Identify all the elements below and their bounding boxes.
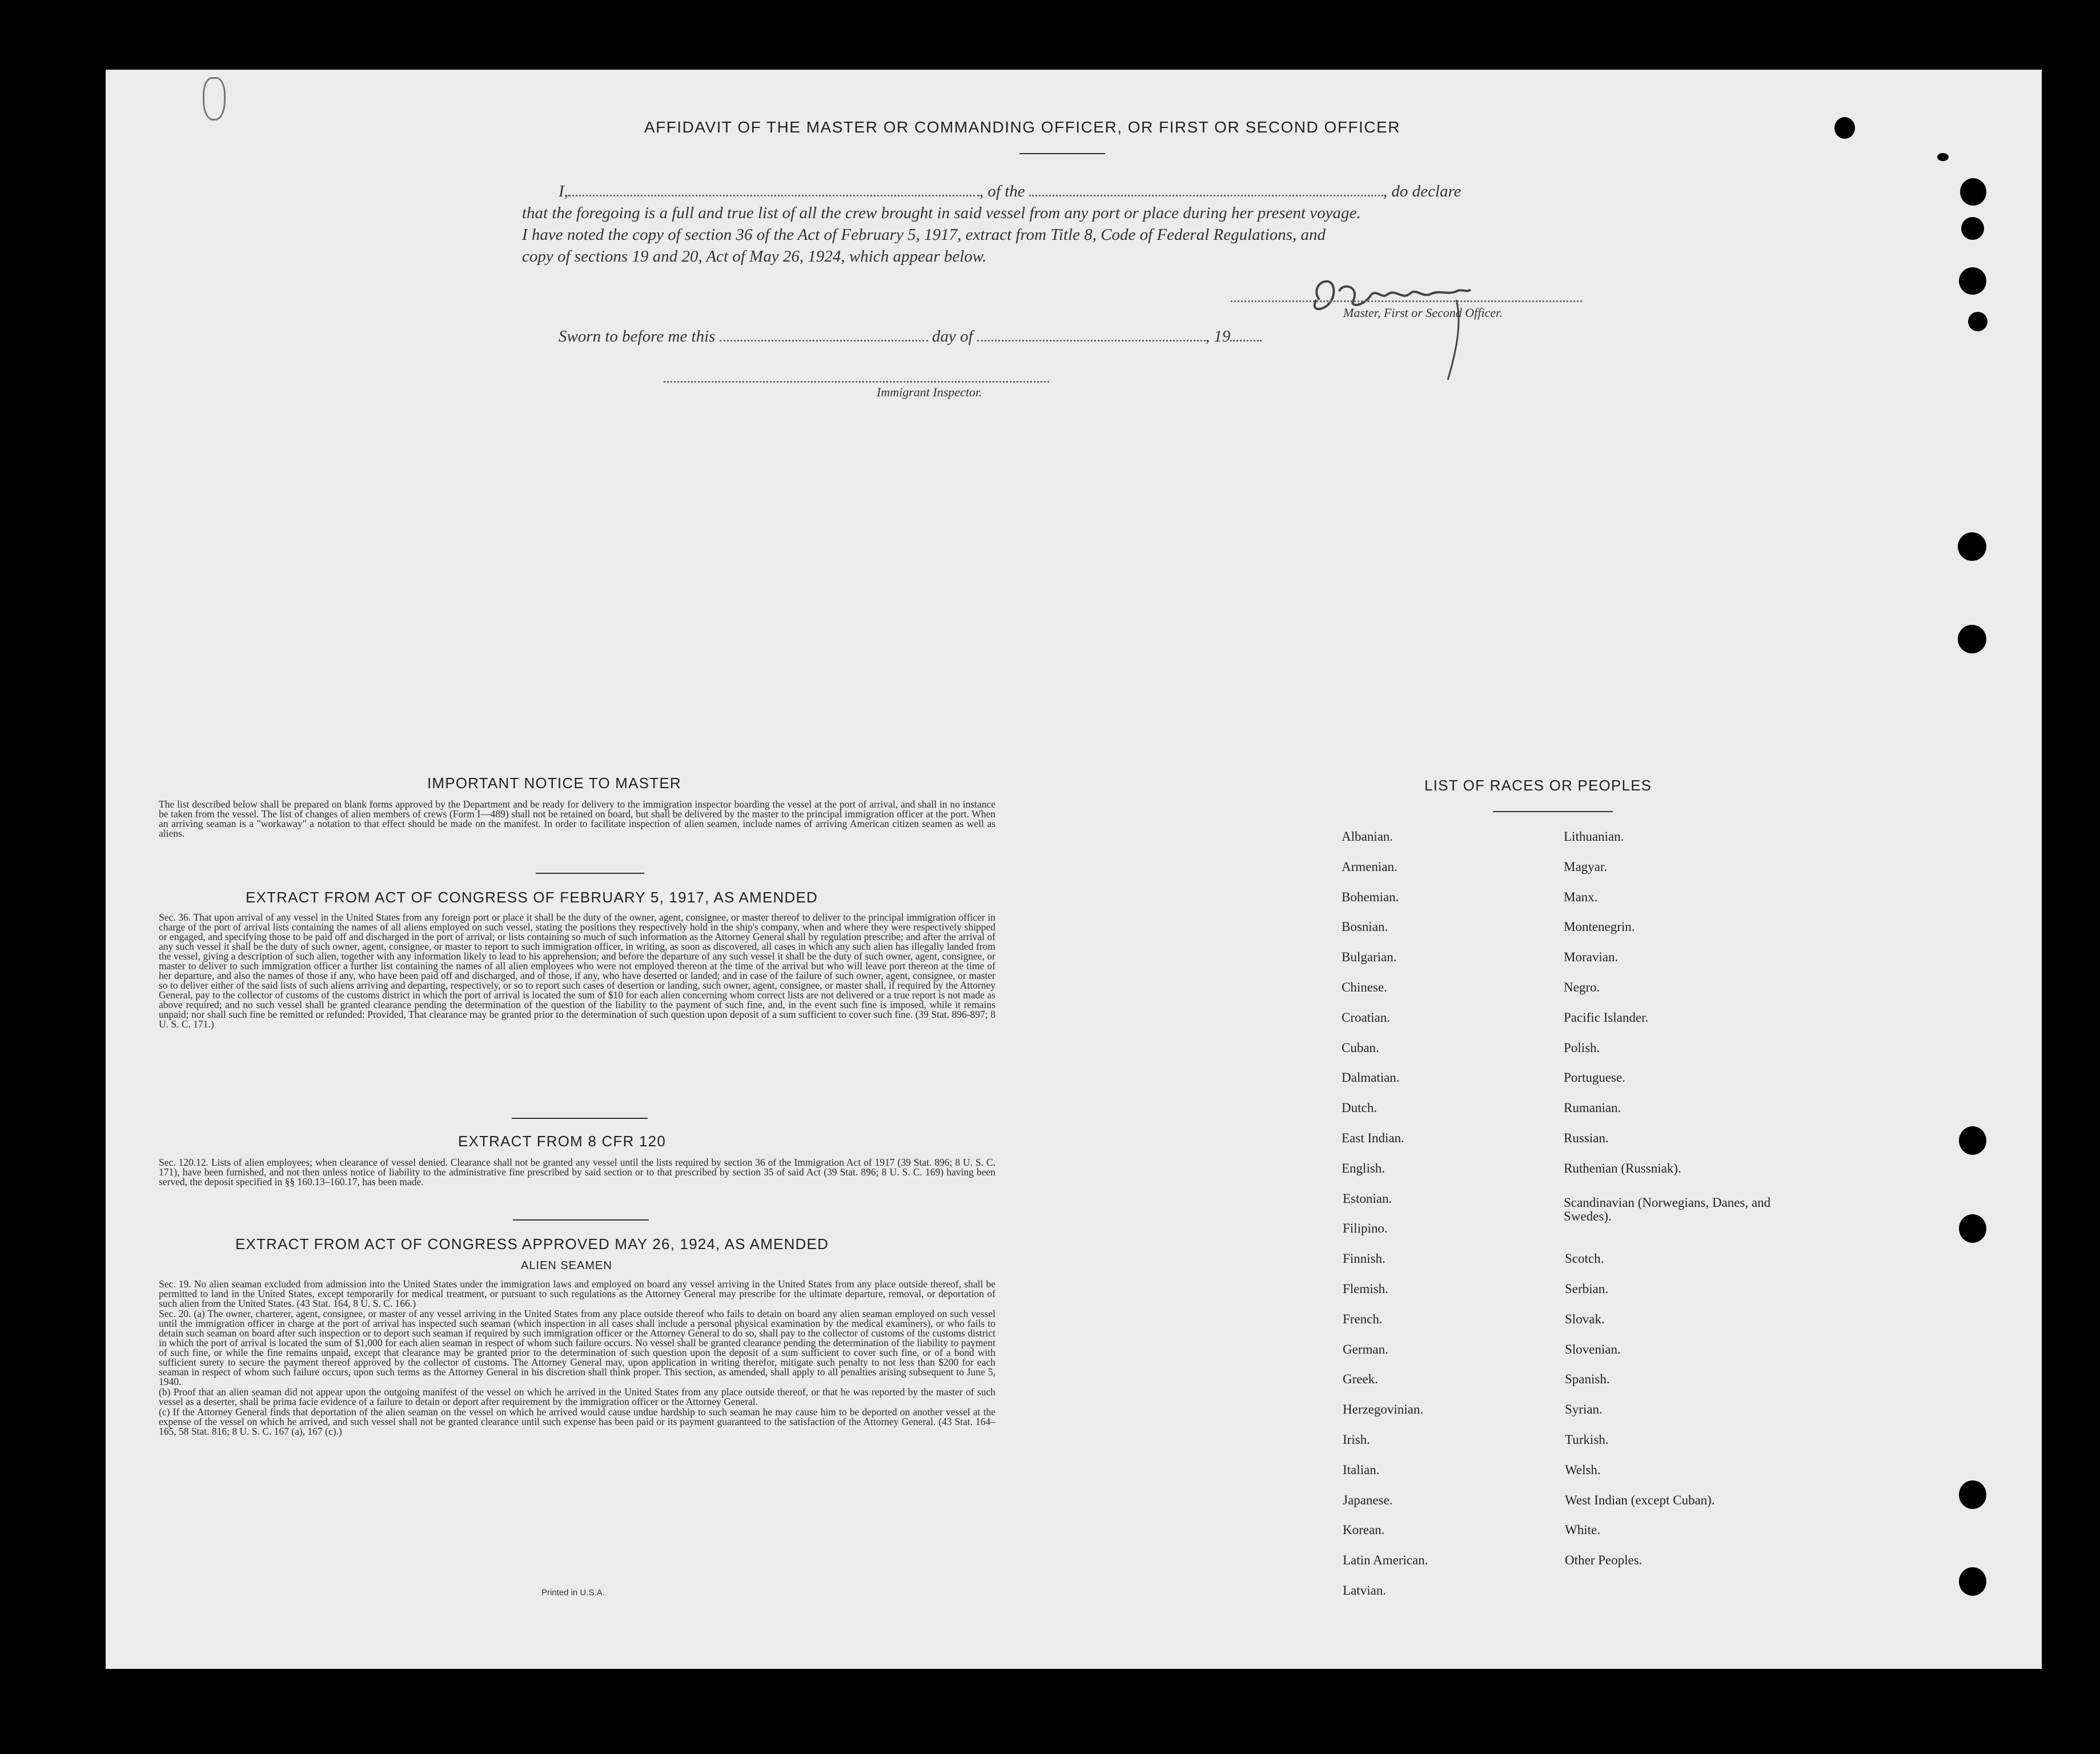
race-item: Filipino. [1343,1221,1388,1235]
sec-20b-paragraph: (b) Proof that an alien seaman did not appear upon the outgoing manifest of the vessel on which he arrived in the United States from any place outside thereof, or that he was reported by the master of such vessel as a deserter, shall be prima facie evidence of a failure to detain or deport after requirement by the immigration officer or the Attorney General. [159,1386,995,1407]
race-item: Welsh. [1565,1463,1601,1477]
race-item: Slovak. [1565,1312,1605,1326]
section-rule [512,1118,648,1119]
race-item: Croatian. [1342,1010,1390,1025]
corner-mark [203,77,226,121]
master-signature-line [1231,300,1582,302]
race-item: West Indian (except Cuban). [1565,1493,1715,1507]
notice-title: IMPORTANT NOTICE TO MASTER [427,774,681,792]
extract-1924-title: EXTRACT FROM ACT OF CONGRESS APPROVED MAY 26, 1924, AS AMENDED [235,1235,829,1253]
race-item: Negro. [1564,980,1600,994]
title-rule [1019,153,1105,154]
race-item: Cuban. [1342,1041,1379,1055]
affidavit-title: AFFIDAVIT OF THE MASTER OR COMMANDING OFFICER, OR FIRST OR SECOND OFFICER [644,118,1400,136]
punch-hole [1959,1126,1986,1155]
race-item: Bosnian. [1342,920,1388,934]
races-title: LIST OF RACES OR PEOPLES [1424,777,1652,794]
race-item: Slovenian. [1565,1342,1621,1356]
race-item: Syrian. [1565,1402,1603,1416]
sworn-year-prefix: , 19 [1205,327,1231,346]
race-item: Bulgarian. [1342,950,1397,964]
affidavit-line3: I have noted the copy of section 36 of the Act of February 5, 1917, extract from Title 8, Code of Federal Regulations, and [522,226,1326,244]
race-item: White. [1565,1523,1600,1537]
race-item: Greek. [1343,1372,1378,1386]
punch-hole [1958,532,1986,561]
sworn-year-field[interactable] [1230,340,1262,342]
extract-1924-subtitle: ALIEN SEAMEN [521,1259,612,1272]
race-item: Lithuanian. [1564,829,1624,844]
race-item: Japanese. [1343,1493,1393,1507]
printed-in-usa: Printed in U.S.A. [541,1588,605,1598]
race-item: Montenegrin. [1564,920,1635,934]
race-item: Pacific Islander. [1564,1010,1649,1025]
punch-hole [1961,217,1984,240]
master-label: Master, First or Second Officer. [1343,306,1503,320]
race-item: Flemish. [1343,1282,1388,1296]
race-item: Latvian. [1343,1583,1386,1598]
races-rule [1493,811,1613,812]
affidavit-i: I, [559,182,568,200]
affidavit-declare: , do declare [1383,182,1461,200]
race-item: Portuguese. [1564,1070,1625,1085]
race-item: English. [1342,1161,1386,1175]
race-item: Manx. [1564,890,1598,904]
punch-hole [1960,178,1986,206]
race-item: Spanish. [1565,1372,1610,1386]
race-item: Moravian. [1564,950,1619,964]
sec-19-paragraph: Sec. 19. No alien seaman excluded from admission into the United States under the immigration laws and employed on board any vessel arriving in the United States from any place outside thereof, shall be permitted to land in the United States, except temporarily for medical treatment, or pursuant to such regulations as the Attorney General may prescribe for the ultimate departure, removal, or deportation of such alien from the United States. (43 Stat. 164, 8 U. S. C. 166.) [159,1278,995,1309]
race-item: Armenian. [1342,860,1398,874]
sec-20c-paragraph: (c) If the Attorney General finds that deportation of the alien seaman on the vessel on which he arrived would cause undue hardship to such seaman he may cause him to be deported on another vessel at the expense of the vessel on which he arrived, and such vessel shall not be granted clearance until such expense has been paid or its payment guaranteed to the satisfaction of the Attorney General. (43 Stat. 164–165, 58 Stat. 816; 8 U. S. C. 167 (a), 167 (c).) [159,1406,995,1437]
race-item: German. [1343,1342,1388,1356]
race-item: Ruthenian (Russniak). [1564,1161,1681,1175]
race-item: Irish. [1343,1432,1370,1447]
race-item: Scotch. [1565,1251,1604,1266]
punch-hole [1959,1480,1986,1509]
sworn-day-label: day of [931,327,973,346]
race-item: Bohemian. [1342,890,1399,904]
section-rule [513,1219,649,1221]
affidavit-line2: that the foregoing is a full and true list of all the crew brought in said vessel from any port or place during her present voyage. [522,204,1361,222]
affidavit-line1 [559,180,1461,202]
race-item: Italian. [1343,1463,1380,1477]
master-signature [1285,260,1582,386]
extract-1924-text [159,1279,995,1437]
race-item: Rumanian. [1564,1101,1621,1115]
race-item: Polish. [1564,1041,1600,1055]
extract-cfr-title: EXTRACT FROM 8 CFR 120 [458,1133,666,1150]
race-item: Russian. [1564,1131,1609,1145]
inspector-label: Immigrant Inspector. [877,385,982,399]
punch-hole [1958,625,1986,653]
sworn-prefix: Sworn to before me this [559,327,716,346]
race-item: Finnish. [1343,1251,1386,1266]
race-item: Latin American. [1343,1553,1428,1567]
punch-hole [1937,153,1949,161]
race-item: Turkish. [1565,1432,1609,1447]
race-item: Serbian. [1565,1282,1609,1296]
race-item: Albanian. [1342,829,1394,844]
race-item: Korean. [1343,1523,1385,1537]
section-rule [536,873,644,874]
punch-hole [1959,267,1986,295]
notice-text: The list described below shall be prepared on blank forms approved by the Department and be ready for delivery to the immigration inspector boarding the vessel at the port of arrival, and shall in no instance be taken from the vessel. The list of changes of alien members of crews (Form I—489) shall not be retained on board, but shall be delivered by the master to the principal immigration officer at the port. When an arriving seaman is a "workaway" a notation to that effect should be made on the manifest. In order to facilitate inspection of alien seamen, include names of arriving American citizen seamen as well as aliens. [159,798,995,839]
punch-hole [1959,1214,1986,1243]
race-item: Dalmatian. [1342,1070,1400,1085]
extract-cfr-text: Sec. 120.12. Lists of alien employees; when clearance of vessel denied. Clearance shall not be granted any vessel until the lists required by section 36 of the Immigration Act of 1917 (39 Stat. 896; 8 U. S. C. 171), have been furnished, and not then unless notice of liability to the administrative fine prescribed by said section or to that prescribed by section 35 of said Act (39 Stat. 896; 8 U. S. C. 169) having been served, the deposit specified in §§ 160.13–160.17, has been made. [159,1157,995,1187]
extract-1917-title: EXTRACT FROM ACT OF CONGRESS OF FEBRUARY 5, 1917, AS AMENDED [246,889,818,906]
affidavit-line4: copy of sections 19 and 20, Act of May 26, 1924, which appear below. [522,247,987,266]
punch-hole [1959,1567,1986,1596]
sworn-line [559,326,1262,347]
race-item: Other Peoples. [1565,1553,1643,1567]
race-item: East Indian. [1342,1131,1404,1145]
sec-20a-paragraph: Sec. 20. (a) The owner, charterer, agent, consignee, or master of any vessel arriving in the United States from any place outside thereof who fails to detain on board any alien seaman employed on such vessel until the immigration officer in charge at the port of arrival has inspected such seaman (which inspection in all cases shall include a personal physical examination by the medical examiners), or who fails to detain such seaman on board after such inspection or to deport such seaman if required by such immigration officer or the Attorney General to do so, shall pay to the collector of customs of the customs district in which the port of arrival is located the sum of $1,000 for each alien seaman in respect of whom such failure occurs. No vessel shall be granted clearance pending the determination of the liability to payment of such fine, or while the fine remains unpaid, except that clearance may be granted prior to the determination of such question upon the deposit of a sum sufficient to cover such fine, or of a bond with sufficient surety to secure the payment thereof approved by the collector of customs. The Attorney General may, upon application in writing therefor, mitigate such penalty to not less than $200 for each seaman in respect of whom such failure occurs, upon such terms as the Attorney General in his discretion shall think proper. This section, as amended, shall apply to all penalties arising subsequent to June 5, 1940. [159,1308,995,1387]
punch-hole [1968,312,1987,331]
punch-hole [1834,117,1855,139]
affidavit-of-the: , of the [979,182,1025,200]
race-item: Dutch. [1342,1101,1377,1115]
vessel-field[interactable] [1029,195,1383,196]
race-item: Herzegovinian. [1343,1402,1424,1416]
race-item: Estonian. [1343,1191,1392,1206]
name-field[interactable] [568,195,979,196]
race-item: Chinese. [1342,980,1387,994]
extract-1917-text: Sec. 36. That upon arrival of any vessel in the United States from any foreign port or place it shall be the duty of the owner, agent, consignee, or master thereof to deliver to the principal immigration officer in charge of the port of arrival lists containing the names of all aliens employed on such vessel, stating the positions they respectively hold in the ship's company, when and where they were respectively shipped or engaged, and specifying those to be paid off and discharged in the port of arrival; or lists containing so much of such information as the Attorney General shall by regulation prescribe; and after the arrival of any such vessel it shall be the duty of such owner, agent, consignee, or master to report to such immigration officer, in writing, as soon as discovered, all cases in which any such alien has illegally landed from the vessel, giving a description of such alien, together with any information likely to lead to his apprehension; and before the departure of any such vessel it shall be the duty of such owner, agent, consignee, or master to deliver to such immigration officer a further list containing the names of all alien employees who were not employed thereon at the time of the arrival but who will leave port thereon at the time of her departure, and also the names of those if any, who have been paid off and discharged, and of those, if any, who have deserted or landed; and in case of the failure of such owner, agent, consignee, or master so to deliver either of the said lists of such aliens arriving and departing, respectively, or so to report such cases of desertion or landing, such owner, agent, consignee, or master shall, if required by the Attorney General, pay to the collector of customs of the customs district in which the port of arrival is located the sum of $10 for each alien concerning whom correct lists are not delivered or a true report is not made as above required; and no such vessel shall be granted clearance pending the determination of the question of the liability to the payment of such fine, and, in the event such fine is imposed, while it remains unpaid; nor shall such fine be remitted or refunded: Provided, That clearance may be granted prior to the determination of such question upon deposit of a sum sufficient to cover such fine. (39 Stat. 896-897; 8 U. S. C. 171.) [159,912,995,1030]
race-item: Magyar. [1564,860,1608,874]
race-item: Scandinavian (Norwegians, Danes, and Swedes). [1564,1195,1771,1223]
sworn-month-field[interactable] [977,340,1206,342]
race-item: French. [1343,1312,1383,1326]
inspector-signature-line [664,381,1049,383]
sworn-day-field[interactable] [720,340,928,342]
